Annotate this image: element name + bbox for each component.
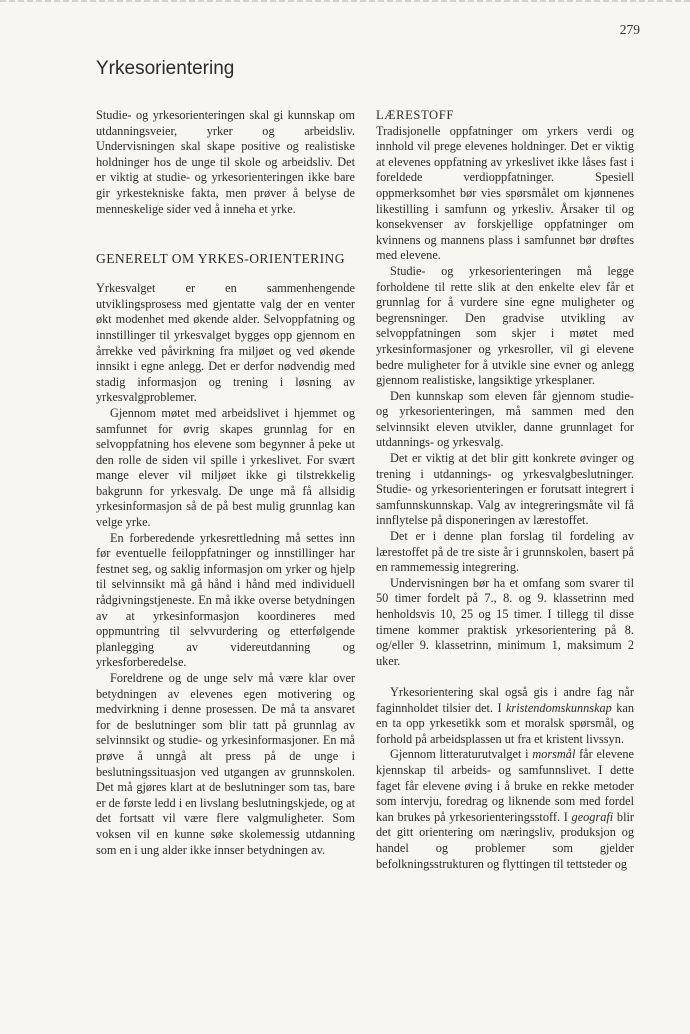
body-paragraph: Tradisjonelle oppfatninger om yrkers verdi og innhold vil prege elevenes holdninger. Det er viktig at elevenes oppfatning av yrkeslivet ikke låses fast i foreldede verdioppfatninger. Spesiell oppmerksomhet bør vies spørsmålet om kjønnenes likestilling i samfunn og yrkesliv. Årsaker til og konsekvenser av forskjellige oppfatninger om kvinnens og mannens plass i samfunnet bør drøftes med elevene. (376, 123, 634, 263)
section-heading-laerestoff: LÆRESTOFF (376, 108, 454, 122)
body-paragraph: En forberedende yrkesrettledning må settes inn før eventuelle feiloppfatninger og innstillinger har festnet seg, og saklig informasjon om yrker og hjelp til selvinnsikt må gå hånd i hånd med individuell rådgivningstjeneste. En må ikke overse betydningen av at yrkesinformasjon koordineres med oppmuntring til selvvurdering og etterfølgende planlegging av videreutdanning og yrkesforberedelse. (96, 530, 355, 670)
body-paragraph: Studie- og yrkesorienteringen må legge forholdene til rette slik at den enkelte elev får et grunnlag for å vurdere sine egne muligheter og begrensninger. Den gradvise utvikling av selvoppfatningen som skjer i møtet med yrkesinformasjoner og yrkesroller, vil gi elevene bedre muligheter for å utvikle sine evner og anlegg gjennom realistiske, langsiktige yrkesplaner. (376, 263, 634, 388)
text-run: kan en ta opp yrkesetikk som et moralsk spørsmål, og forhold på arbeidsplassen ut fra et kristent livssyn. (376, 700, 634, 746)
body-paragraph: Det er viktig at det blir gitt konkrete øvinger og trening i utdannings- og yrkesvalgbeslutninger. Studie- og yrkesorienteringen er forutsatt integrert i samfunnskunnskap. Valg av integreringsmåte vil få innflytelse på disponeringen av lærestoffet. (376, 451, 634, 528)
body-paragraph: Yrkesvalget er en sammenhengende utviklingsprosess med gjentatte valg der en venter økt modenhet med økende alder. Selvoppfatning og innstillinger til yrkesvalget bygges opp gjennom en årrekke ved påvirkning fra miljøet og ved økende innsikt i egne anlegg. Det er derfor nødvendig med stadig informasjon og trening i løsning av yrkesvalgproblemer. (96, 281, 355, 405)
chapter-title: Yrkesorientering (96, 58, 235, 79)
body-paragraph (376, 685, 634, 747)
body-paragraph: Det er i denne plan forslag til fordeling av lærestoffet på de tre siste år i grunnskolen, basert på en rammemessig integrering. (376, 529, 634, 575)
body-paragraph: Foreldrene og de unge selv må være klar over betydningen av elevenes egen motivering og medvirkning i denne prosessen. De må ta ansvaret for de beslutninger som blir tatt på grunnlag av selvinnsikt og studie- og yrkesinformasjoner. En må prøve å unngå alt press på de unge i beslutningssituasjon ved utgangen av grunnskolen. Det må gjøres klart at de beslutninger som tas, bare er de første ledd i en livslang beslutningskjede, og at det fortsatt vil være flere valgmuligheter. Som voksen vil en kunne søke skolemessig utdanning som en i ung alder ikke innser betydningen av. (96, 671, 355, 857)
subject-name: kristendomskunnskap (505, 700, 612, 715)
body-paragraph: Den kunnskap som eleven får gjennom studie- og yrkesorienteringen, må sammen med den selvinnsikt eleven utvikler, danne grunnlaget for utdannings- og yrkesvalg. (376, 388, 634, 450)
right-column (376, 108, 634, 872)
subject-name: morsmål (532, 747, 576, 762)
text-run: får elevene kjennskap til arbeids- og samfunnslivet. I dette faget får elevene øving i å bruke en rekke metoder som intervju, foredrag og liknende som med fordel kan brukes på yrkesorienteringsstoff. I (376, 747, 635, 824)
body-paragraph: Gjennom møtet med arbeidslivet i hjemmet og samfunnet for øvrig skapes grunnlag for en selvoppfatning hos elevene som begynner å peke ut den rolle de siden vil spille i yrkeslivet. For svært mange elever vil miljøet ikke gi tilstrekkelig bakgrunn for yrkesvalg. De unge må få allsidig yrkesinformasjon så de på best mulig grunnlag kan velge yrke. (96, 405, 355, 530)
text-run: blir det gitt orientering om næringsliv, produksjon og handel og problemer som gjelder befolkningsstrukturen og flyttingen til tettsteder og (376, 809, 635, 871)
section-heading-generelt: GENERELT OM YRKES-ORIENTERING (96, 251, 345, 267)
body-paragraph (376, 747, 634, 872)
left-column (96, 108, 355, 858)
subject-name: geografi (571, 809, 614, 824)
body-paragraph: Undervisningen bør ha et omfang som svarer til 50 timer fordelt på 7., 8. og 9. klassetrinn med henholdsvis 10, 25 og 15 timer. I tillegg til disse timene kommer praktisk yrkesorientering på 8. og/eller 9. klassetrinn, minimum 1, maksimum 2 uker. (376, 575, 634, 668)
intro-paragraph: Studie- og yrkesorienteringen skal gi kunnskap om utdanningsveier, yrker og arbeidsliv. Undervisningen skal skape positive og realistiske holdninger hos de unge til skole og arbeidsliv. Det er viktig at studie- og yrkesorienteringen ikke bare gir yrkestekniske fakta, men prøver å belyse de menneskelige sider ved å inneha et yrke. (96, 108, 355, 216)
text-run: Yrkesorientering skal også gis i andre fag når faginnholdet tilsier det. I (376, 684, 634, 715)
text-run: Gjennom litteraturutvalget i (390, 747, 533, 762)
page-number: 279 (619, 22, 640, 37)
top-edge-line (0, 0, 690, 2)
